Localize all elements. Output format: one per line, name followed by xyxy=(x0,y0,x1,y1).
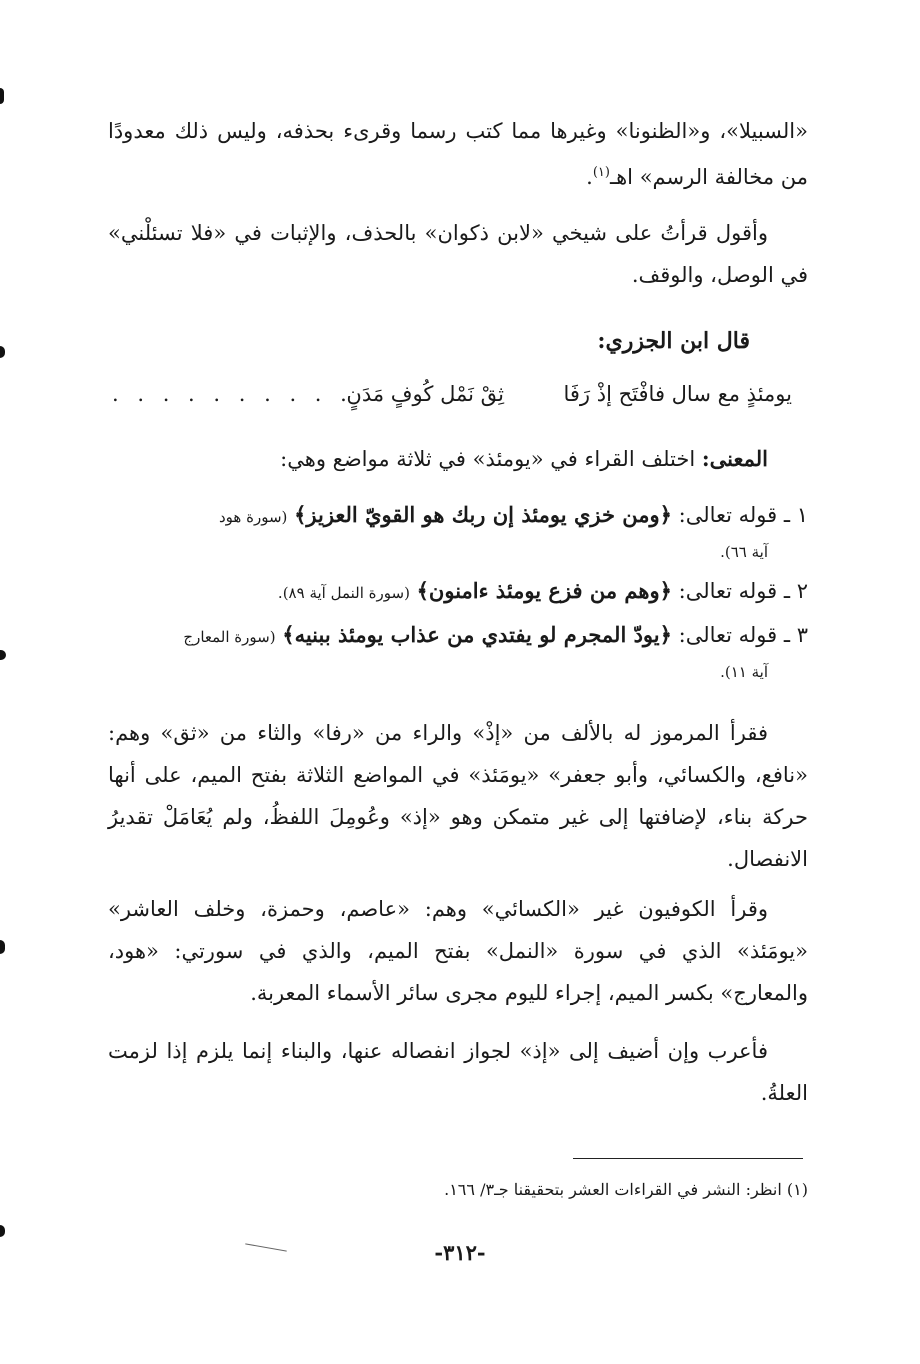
paragraph-kufan-reading xyxy=(108,888,808,1014)
list-number: ٣ ـ xyxy=(783,623,808,647)
list-intro: قوله تعالى: xyxy=(678,579,778,603)
scan-edge-mark xyxy=(0,346,5,358)
list-number: ٢ ـ xyxy=(783,579,808,603)
scan-edge-mark xyxy=(0,88,4,104)
list-intro: قوله تعالى: xyxy=(678,623,778,647)
list-item xyxy=(108,570,808,614)
page-number: -٣١٢- xyxy=(434,1240,486,1265)
surah-reference-continued: آية ١١). xyxy=(720,663,768,681)
verse-hemistich-second: ثِقْ نَمْل كُوفٍ مَدَنٍ xyxy=(346,382,504,406)
scan-edge-mark xyxy=(0,940,5,954)
meaning-text: اختلف القراء في «يومئذ» في ثلاثة مواضع وهي: xyxy=(280,447,696,471)
scan-edge-mark xyxy=(0,1225,5,1237)
verses-list xyxy=(108,494,808,686)
paragraph-text: وأقول قرأتُ على شيخي «لابن ذكوان» بالحذف، والإثبات في «فلا تسئلْني» في الوصل، والوقف. xyxy=(108,221,808,287)
period: . xyxy=(586,165,593,189)
surah-reference: (سورة النمل آية ٨٩). xyxy=(277,584,410,602)
verse-hemistich-first: يومئذٍ مع سال فافْتَح إذْ رَفَا xyxy=(563,382,792,406)
list-item xyxy=(108,494,808,566)
poem-verse xyxy=(112,382,792,426)
meaning-label: المعنى: xyxy=(701,446,768,471)
quran-verse: ﴿ومن خزي يومئذ إن ربك هو القويّ العزيز﴾ xyxy=(294,502,672,527)
footnote: (١) انظر: النشر في القراءات العشر بتحقيقنا جـ٣/ ١٦٦. xyxy=(444,1180,808,1199)
paragraph-author-note xyxy=(108,212,808,296)
list-intro: قوله تعالى: xyxy=(678,503,778,527)
paragraph-text: «السبيلا»، و«الظنونا» وغيرها مما كتب رسما وقرىء بحذفه، وليس ذلك معدودًا من مخالفة الرسم» اهـ xyxy=(108,119,808,189)
paragraph-quote-end xyxy=(108,110,808,198)
list-number: ١ ـ xyxy=(783,503,808,527)
section-heading: قال ابن الجزري: xyxy=(597,328,750,354)
paragraph-text: وقرأ الكوفيون غير «الكسائي» وهم: «عاصم، وحمزة، وخلف العاشر» «يومَئذ» الذي في سورة «النمل» بفتح الميم، والذي في سورتي: «هود، والمعارج» بكسر الميم، إجراء لليوم مجرى سائر الأسماء المعربة. xyxy=(108,897,808,1005)
quran-verse: ﴿يودّ المجرم لو يفتدي من عذاب يومئذ ببنيه﴾ xyxy=(282,622,672,647)
paragraph-text: فقرأ المرموز له بالألف من «إذْ» والراء من «رفا» والثاء من «ثق» وهم: «نافع، والكسائي، وأبو جعفر» «يومَئذ» في المواضع الثلاثة بفتح الميم، على أنها حركة بناء، لإضافتها إلى غير متمكن وهو «إذ» وعُومِلَ اللفظُ، ولم يُعَامَلْ تقديرُ الانفصال. xyxy=(108,721,808,871)
surah-reference: (سورة المعارج xyxy=(183,628,276,646)
footnote-marker[interactable]: (١) xyxy=(592,165,610,180)
footnote-separator xyxy=(573,1158,803,1159)
paragraph-text: فأعرب وإن أضيف إلى «إذ» لجواز انفصاله عنها، والبناء إنما يلزم إذا لزمت العلةُ. xyxy=(108,1039,808,1105)
surah-reference-continued: آية ٦٦). xyxy=(720,543,768,561)
list-item xyxy=(108,614,808,686)
paragraph-first-reading xyxy=(108,712,808,880)
quran-verse: ﴿وهم من فزع يومئذ ءامنون﴾ xyxy=(416,578,672,603)
meaning-line xyxy=(108,438,808,480)
paragraph-conclusion xyxy=(108,1030,808,1114)
scan-edge-mark xyxy=(0,650,6,660)
verse-ellipsis: . . . . . . . . . . xyxy=(112,382,353,406)
surah-reference: (سورة هود xyxy=(219,508,288,526)
